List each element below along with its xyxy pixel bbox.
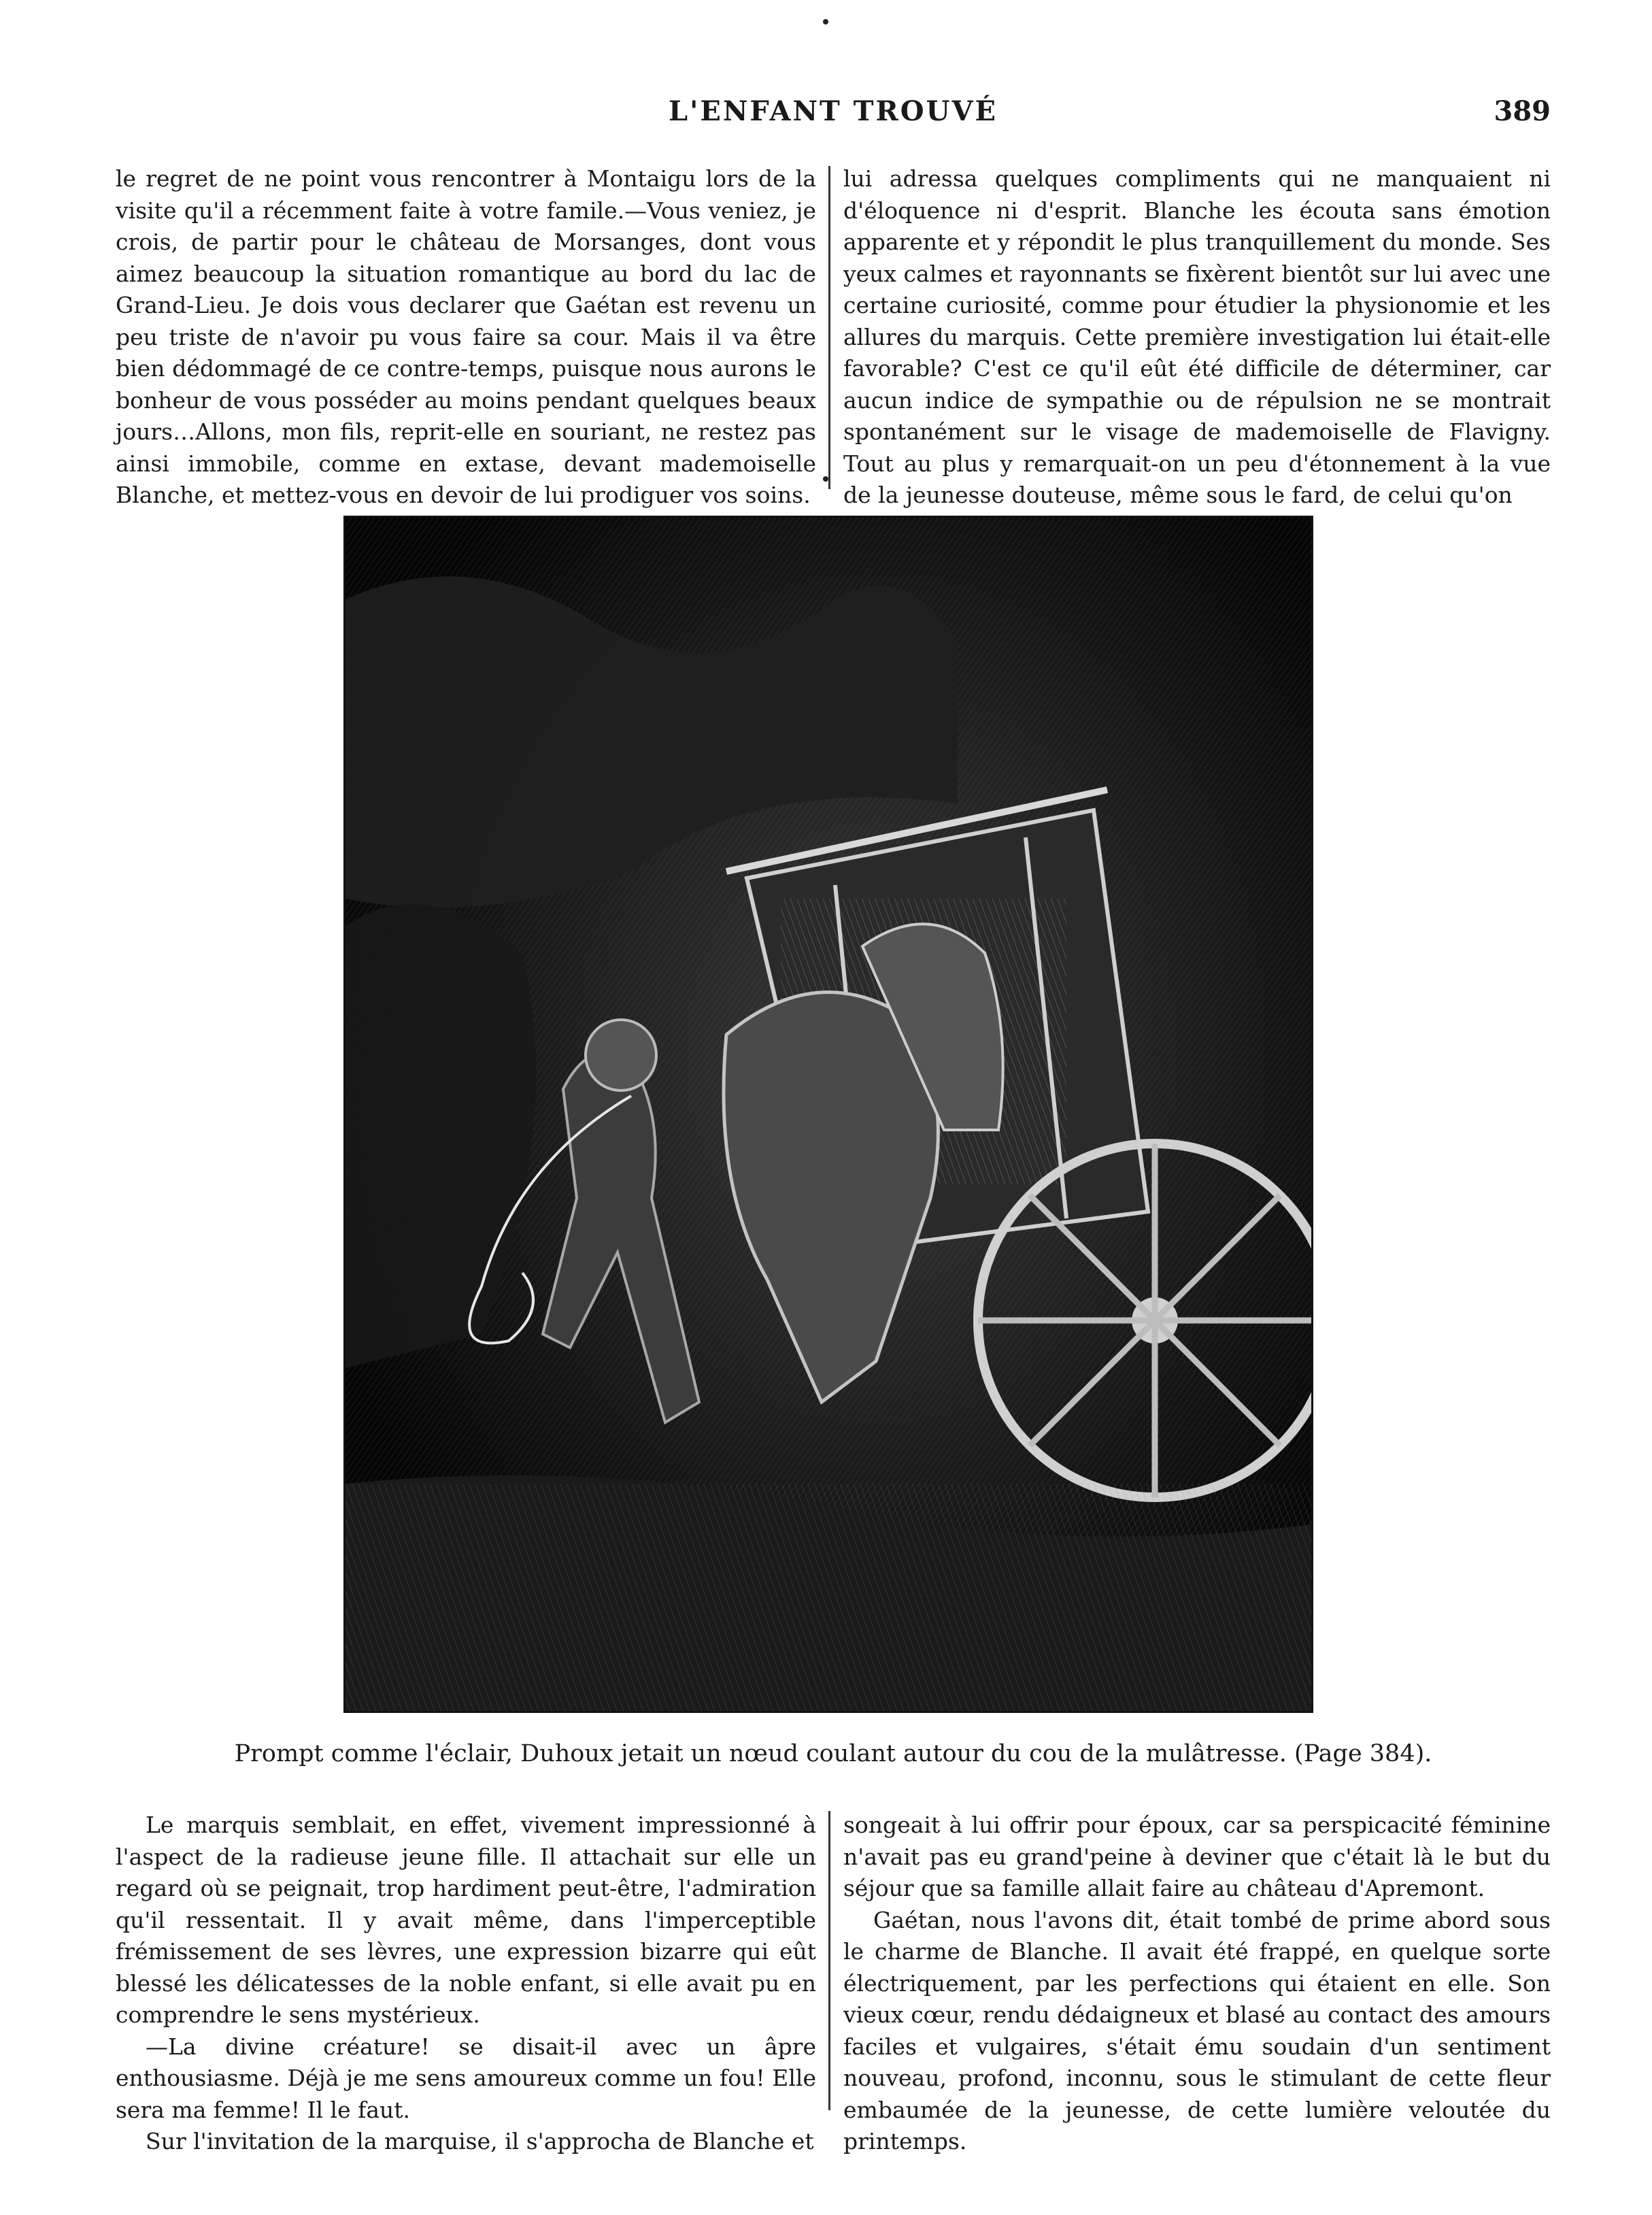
top-left-column: [116, 163, 816, 512]
print-speck: [823, 476, 828, 482]
top-right-column: [843, 163, 1551, 512]
paragraph: Sur l'invitation de la marquise, il s'approcha de Blanche et: [146, 2128, 814, 2154]
paragraph: Le marquis semblait, en effet, vivement impressionné à l'aspect de la radieuse jeune fille. Il attachait sur elle un regard où se peignait, trop hardiment peut-être, l'admiration qu'il ressentait. Il y avait même, dans l'imperceptible frémissement de ses lèvres, une expression bizarre qui eût blessé les délicatesses de la noble enfant, si elle avait pu en comprendre le sens mystérieux.: [116, 1812, 816, 2028]
running-title: L'ENFANT TROUVÉ: [668, 95, 998, 127]
carriage-scene-image: [345, 518, 1311, 1711]
page-number: 389: [1494, 95, 1551, 127]
paragraph: songeait à lui offrir pour époux, car sa perspicacité féminine n'avait pas eu grand'peine à deviner que c'était là le but du séjour que sa famille allait faire au château d'Apremont.: [843, 1812, 1551, 1901]
engraving-illustration: [343, 516, 1313, 1713]
illustration-caption: Prompt comme l'éclair, Duhoux jetait un nœud coulant autour du cou de la mulâtresse. (Page 384).: [234, 1740, 1432, 1767]
bottom-left-column: [116, 1810, 816, 2158]
column-divider: [828, 1811, 830, 2110]
print-speck: [823, 19, 828, 24]
paragraph: Gaétan, nous l'avons dit, était tombé de prime abord sous le charme de Blanche. Il avait été frappé, en quelque sorte électriquement, par les perfections qui étaient en elle. Son vieux cœur, rendu dédaigneux et blasé au contact des amours faciles et vulgaires, s'était ému soudain d'un sentiment nouveau, profond, inconnu, sous le stimulant de cette fleur embaumée de la jeunesse, de cette lumière veloutée du printemps.: [843, 1906, 1551, 2154]
bottom-right-column: [843, 1810, 1551, 2158]
paragraph: le regret de ne point vous rencontrer à Montaigu lors de la visite qu'il a récemment faite à votre famile.—Vous veniez, je crois, de partir pour le château de Morsanges, dont vous aimez beaucoup la situation romantique au bord du lac de Grand-Lieu. Je dois vous declarer que Gaétan est revenu un peu triste de n'avoir pu vous faire sa cour. Mais il va être bien dédommagé de ce contre-temps, puisque nous aurons le bonheur de vous posséder au moins pendant quelques beaux jours…Allons, mon fils, reprit-elle en souriant, ne restez pas ainsi immobile, comme en extase, devant mademoiselle Blanche, et mettez-vous en devoir de lui prodiguer vos soins.: [116, 165, 816, 508]
paragraph: lui adressa quelques compliments qui ne manquaient ni d'éloquence ni d'esprit. Blanche les écouta sans émotion apparente et y répondit le plus tranquillement du monde. Ses yeux calmes et rayonnants se fixèrent bientôt sur lui avec une certaine curiosité, comme pour étudier la physionomie et les allures du marquis. Cette première investigation lui était-elle favorable? C'est ce qu'il eût été difficile de déterminer, car aucun indice de sympathie ou de répulsion ne se montrait spontanément sur le visage de mademoiselle de Flavigny. Tout au plus y remarquait-on un peu d'étonnement à la vue de la jeunesse douteuse, même sous le fard, de celui qu'on: [843, 165, 1551, 508]
column-divider: [828, 166, 830, 489]
paragraph: —La divine créature! se disait-il avec un âpre enthousiasme. Déjà je me sens amoureux comme un fou! Elle sera ma femme! Il le faut.: [116, 2033, 816, 2123]
running-head: [116, 95, 1551, 136]
